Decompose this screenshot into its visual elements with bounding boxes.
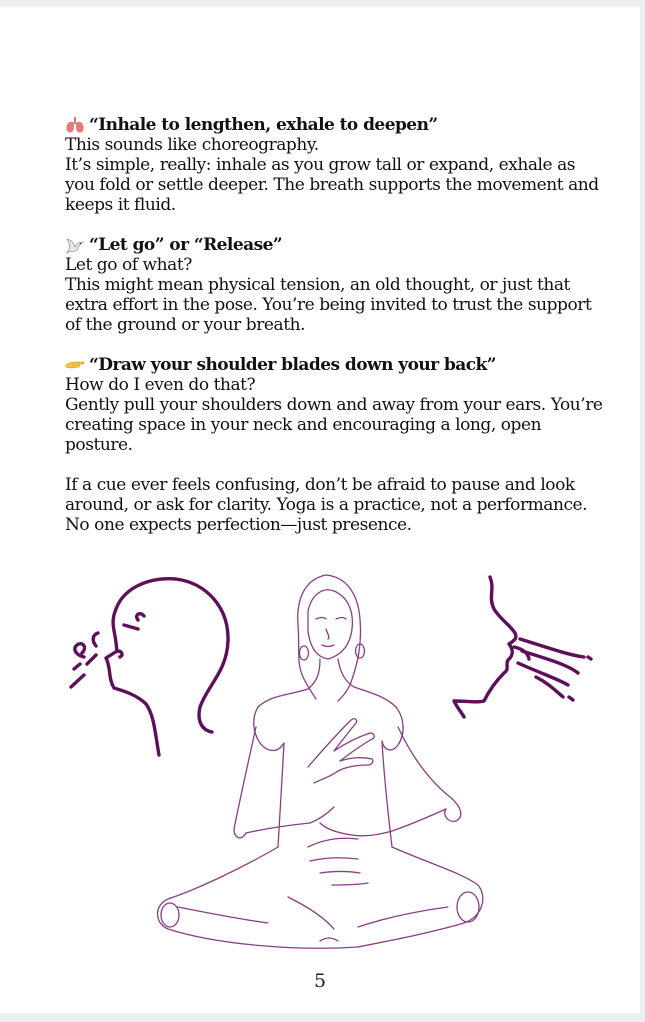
lungs-icon [65, 116, 85, 134]
document-page [0, 7, 640, 1013]
cue-title: “Inhale to lengthen, exhale to deepen” [89, 115, 438, 135]
dove-icon [65, 236, 85, 254]
cue-answer: This might mean physical tension, an old thought, or just that extra effort in the pose. You’re being invited to trust the support of the ground or your breath. [65, 275, 592, 335]
closing-paragraph: If a cue ever feels confusing, don’t be afraid to pause and look around, or ask for clarity. Yoga is a practice, not a performance. No one expects perfection—just presence. [65, 475, 588, 535]
breathing-illustration [58, 567, 598, 962]
cue-heading [65, 115, 605, 135]
cue-heading [65, 355, 605, 375]
hand-icon [65, 356, 85, 374]
cue-heading [65, 235, 605, 255]
cue-question: This sounds like choreography. [65, 135, 319, 155]
cue-answer: Gently pull your shoulders down and away from your ears. You’re creating space in your neck and encouraging a long, open posture. [65, 395, 603, 455]
cue-question: Let go of what? [65, 255, 192, 275]
cue-section-breath [65, 115, 605, 215]
page-number: 5 [313, 970, 327, 992]
cue-section-shoulders [65, 355, 605, 455]
right-face-profile-icon [454, 577, 591, 717]
meditating-woman-icon [158, 575, 483, 948]
cue-answer: It’s simple, really: inhale as you grow tall or expand, exhale as you fold or settle deeper. The breath supports the movement and keeps it fluid. [65, 155, 599, 215]
cue-section-release [65, 235, 605, 335]
left-head-profile-icon [71, 579, 228, 755]
page-content [65, 115, 605, 535]
cue-question: How do I even do that? [65, 375, 256, 395]
cue-title: “Let go” or “Release” [89, 235, 283, 255]
cue-title: “Draw your shoulder blades down your back” [89, 355, 497, 375]
